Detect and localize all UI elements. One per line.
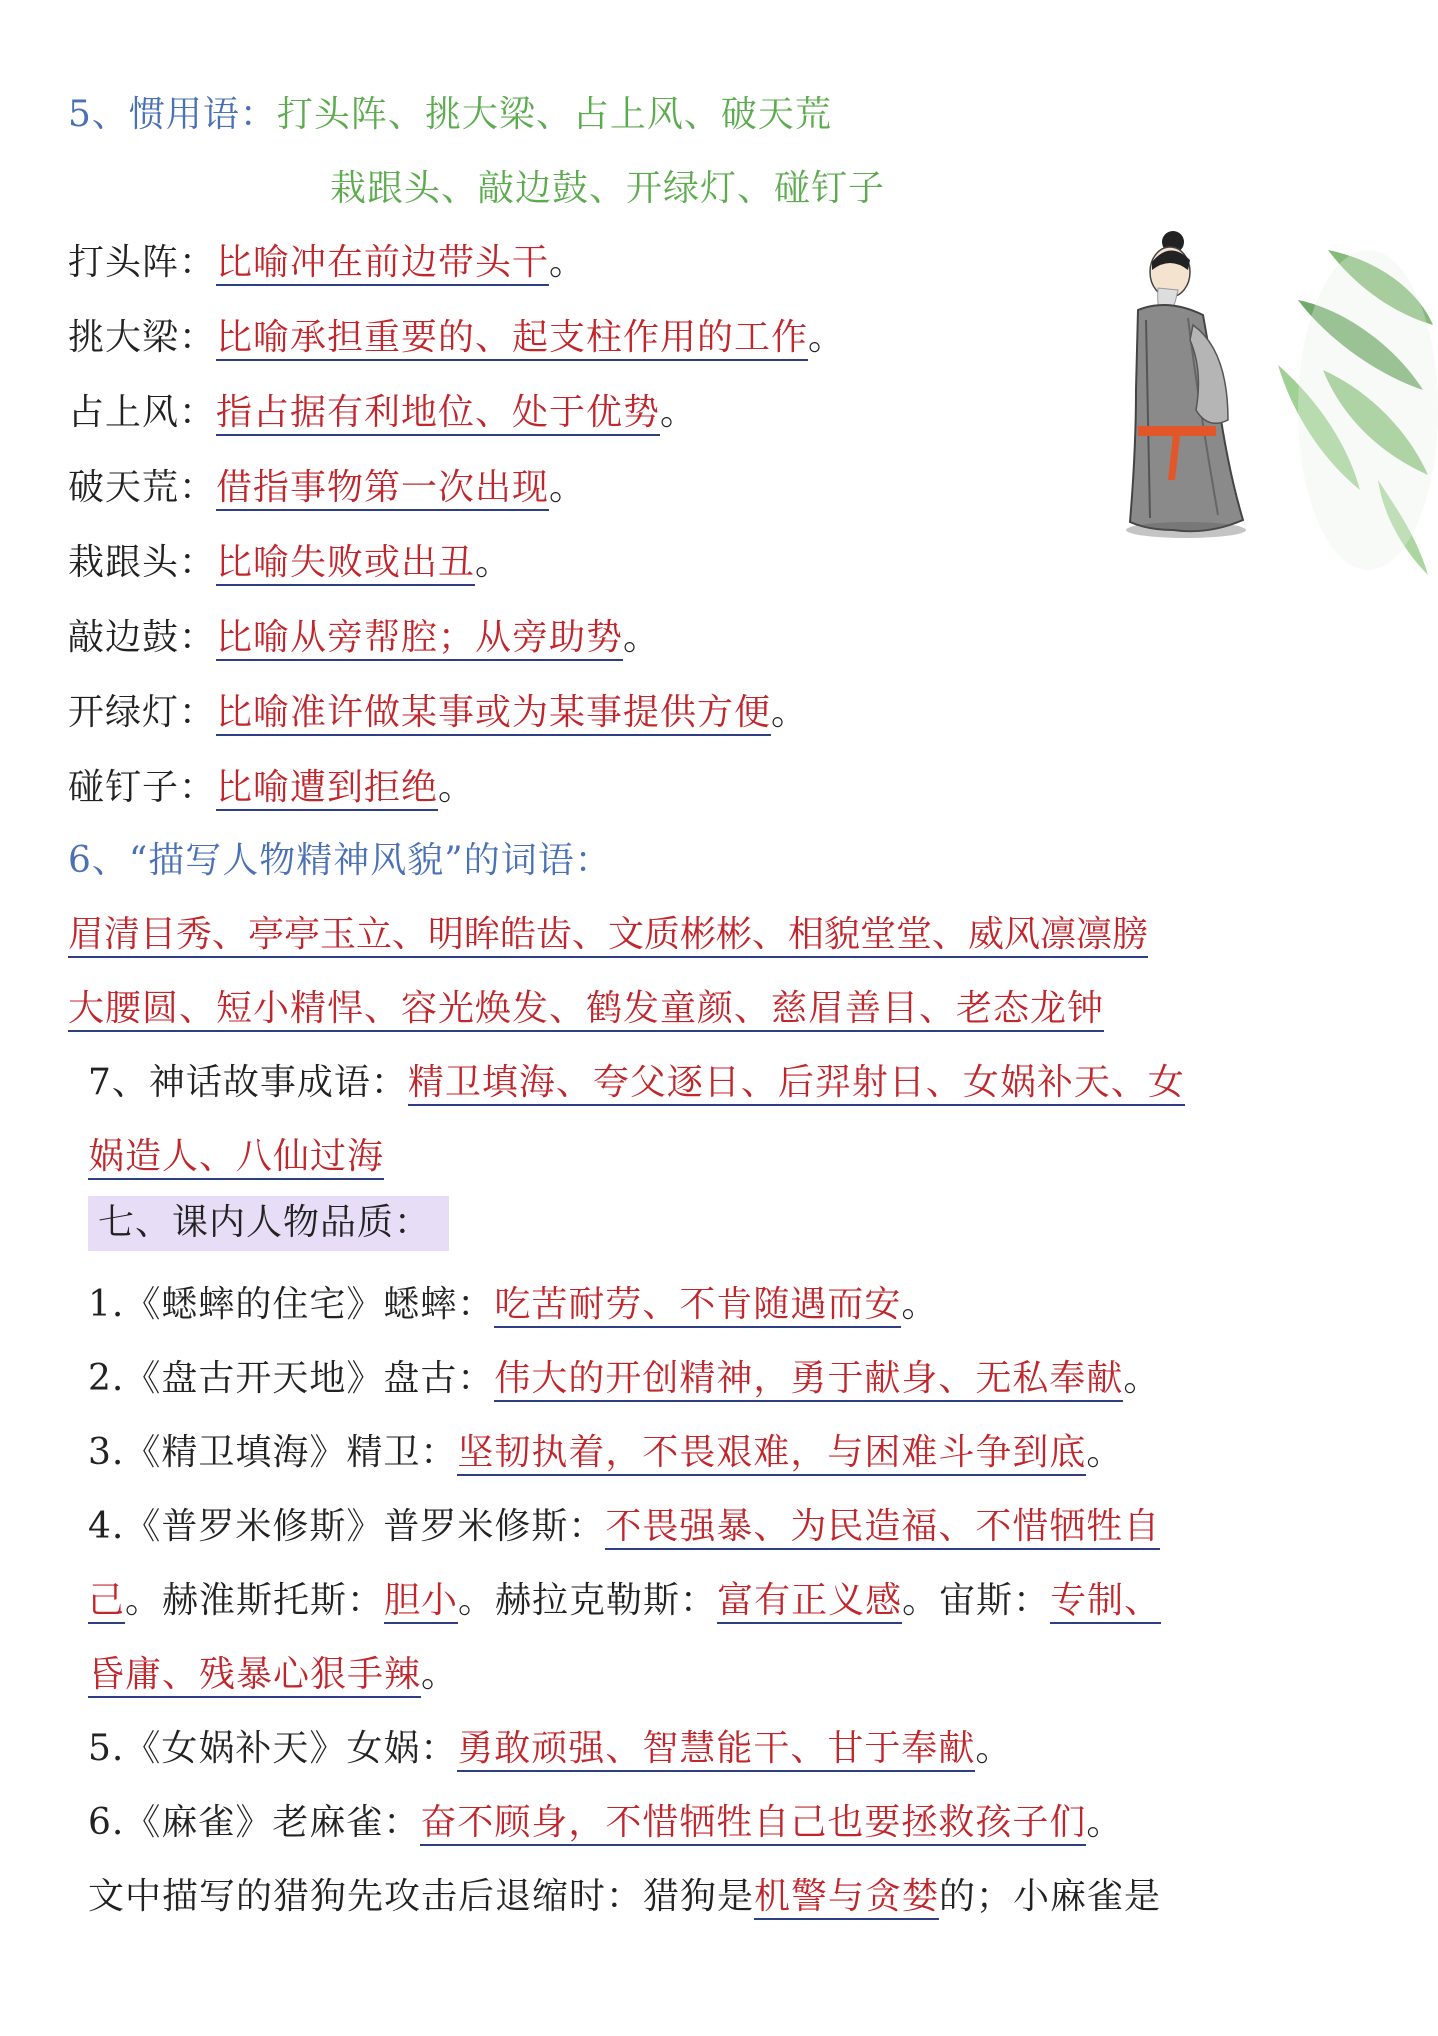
s5-item (68, 238, 586, 288)
seven-item (88, 1354, 1160, 1404)
seven-def: 己 (88, 1580, 125, 1624)
seven-def: 昏庸、残暴心狠手辣 (88, 1654, 421, 1698)
seven-label: 5.《女娲补天》女娲： (88, 1728, 458, 1769)
s6-line2: 大腰圆、短小精悍、容光焕发、鹤发童颜、慈眉善目、老态龙钟 (68, 988, 1104, 1032)
seven-item4-line3 (88, 1650, 458, 1700)
s5-end: 。 (549, 242, 587, 283)
s5-def: 比喻冲在前边带头干 (216, 242, 549, 286)
s5-end: 。 (771, 692, 809, 733)
s5-item (68, 763, 475, 813)
s6-heading: 6、“描写人物精神风貌”的词语： (68, 840, 612, 881)
s5-words-line2: 栽跟头、敲边鼓、开绿灯、碰钉子 (330, 168, 886, 209)
seven-item (88, 1280, 938, 1330)
s6-line1: 眉清目秀、亭亭玉立、明眸皓齿、文质彬彬、相貌堂堂、威风凛凛膀 (68, 914, 1148, 958)
seven-sep: 。赫拉克勒斯： (458, 1580, 718, 1621)
s5-term: 破天荒： (68, 467, 217, 508)
seven-end: 。 (1086, 1802, 1124, 1843)
seven-def: 奋不顾身，不惜牺牲自己也要拯救孩子们 (420, 1802, 1086, 1846)
s5-term: 敲边鼓： (68, 617, 217, 658)
s5-def: 指占据有利地位、处于优势 (216, 392, 660, 436)
s5-heading: 5、惯用语： (68, 94, 277, 135)
s5-term: 占上风： (68, 392, 217, 433)
seven-last-pre: 文中描写的猎狗先攻击后退缩时：猎狗是 (88, 1876, 755, 1917)
seven-label: 1.《蟋蟀的住宅》蟋蟀： (88, 1284, 495, 1325)
s5-words-line1: 打头阵、挑大梁、占上风、破天荒 (276, 94, 832, 135)
s6-line2-wrap (68, 984, 1104, 1034)
scholar-illustration (1078, 230, 1438, 650)
s5-item (68, 388, 697, 438)
seven-label: 6.《麻雀》老麻雀： (88, 1802, 421, 1843)
s7-line1 (88, 1058, 1185, 1108)
s5-end: 。 (475, 542, 513, 583)
s7-words-1: 精卫填海、夸父逐日、后羿射日、女娲补天、女 (408, 1062, 1185, 1106)
s5-def: 比喻承担重要的、起支柱作用的工作 (216, 317, 808, 361)
s5-item (68, 538, 512, 588)
seven-item4-line2 (88, 1576, 1161, 1626)
s7-words-2: 娲造人、八仙过海 (88, 1136, 384, 1180)
seven-def: 坚韧执着，不畏艰难，与困难斗争到底 (457, 1432, 1086, 1476)
seven-def: 机警与贪婪 (754, 1876, 939, 1920)
s5-item (68, 688, 808, 738)
s5-term: 栽跟头： (68, 542, 217, 583)
s5-end: 。 (660, 392, 698, 433)
seven-label: 2.《盘古开天地》盘古： (88, 1358, 495, 1399)
s5-end: 。 (549, 467, 587, 508)
seven-end: 。 (1086, 1432, 1124, 1473)
seven-end: 。 (421, 1654, 459, 1695)
seven-end: 。 (901, 1284, 939, 1325)
s5-def: 借指事物第一次出现 (216, 467, 549, 511)
s5-item (68, 313, 845, 363)
seven-def: 富有正义感 (717, 1580, 902, 1624)
seven-sep: 。赫淮斯托斯： (125, 1580, 385, 1621)
seven-label: 3.《精卫填海》精卫： (88, 1432, 458, 1473)
scholar-figure-icon (1126, 231, 1246, 538)
seven-item (88, 1724, 1012, 1774)
s5-item (68, 613, 660, 663)
s5-term: 打头阵： (68, 242, 217, 283)
seven-end: 。 (975, 1728, 1013, 1769)
s5-end: 。 (808, 317, 846, 358)
s5-item (68, 463, 586, 513)
seven-last-post: 的；小麻雀是 (939, 1876, 1162, 1917)
s5-term: 开绿灯： (68, 692, 217, 733)
s7-heading: 7、神话故事成语： (88, 1062, 408, 1103)
seven-def: 专制、 (1050, 1580, 1161, 1624)
seven-last-line (88, 1872, 1161, 1922)
seven-heading: 七、课内人物品质： (88, 1196, 449, 1251)
s5-heading-line (68, 90, 832, 140)
seven-item4-line1 (88, 1502, 1160, 1552)
seven-def: 勇敢顽强、智慧能干、甘于奉献 (457, 1728, 975, 1772)
seven-sep: 。宙斯： (902, 1580, 1051, 1621)
s5-term: 挑大梁： (68, 317, 217, 358)
seven-def: 胆小 (384, 1580, 458, 1624)
seven-def: 伟大的开创精神，勇于献身、无私奉献 (494, 1358, 1123, 1402)
s5-def: 比喻遭到拒绝 (216, 767, 438, 811)
seven-end: 。 (1123, 1358, 1161, 1399)
seven-item (88, 1428, 1123, 1478)
s5-def: 比喻准许做某事或为某事提供方便 (216, 692, 771, 736)
s5-end: 。 (438, 767, 476, 808)
s7-line2 (88, 1132, 384, 1182)
s5-def: 比喻从旁帮腔；从旁助势 (216, 617, 623, 661)
s5-end: 。 (623, 617, 661, 658)
seven-label: 4.《普罗米修斯》普罗米修斯： (88, 1506, 606, 1547)
seven-item (88, 1798, 1123, 1848)
seven-heading-wrap (88, 1198, 449, 1248)
seven-def: 不畏强暴、为民造福、不惜牺牲自 (605, 1506, 1160, 1550)
s6-line1-wrap (68, 910, 1148, 960)
s5-term: 碰钉子： (68, 767, 217, 808)
seven-def: 吃苦耐劳、不肯随遇而安 (494, 1284, 901, 1328)
s5-def: 比喻失败或出丑 (216, 542, 475, 586)
